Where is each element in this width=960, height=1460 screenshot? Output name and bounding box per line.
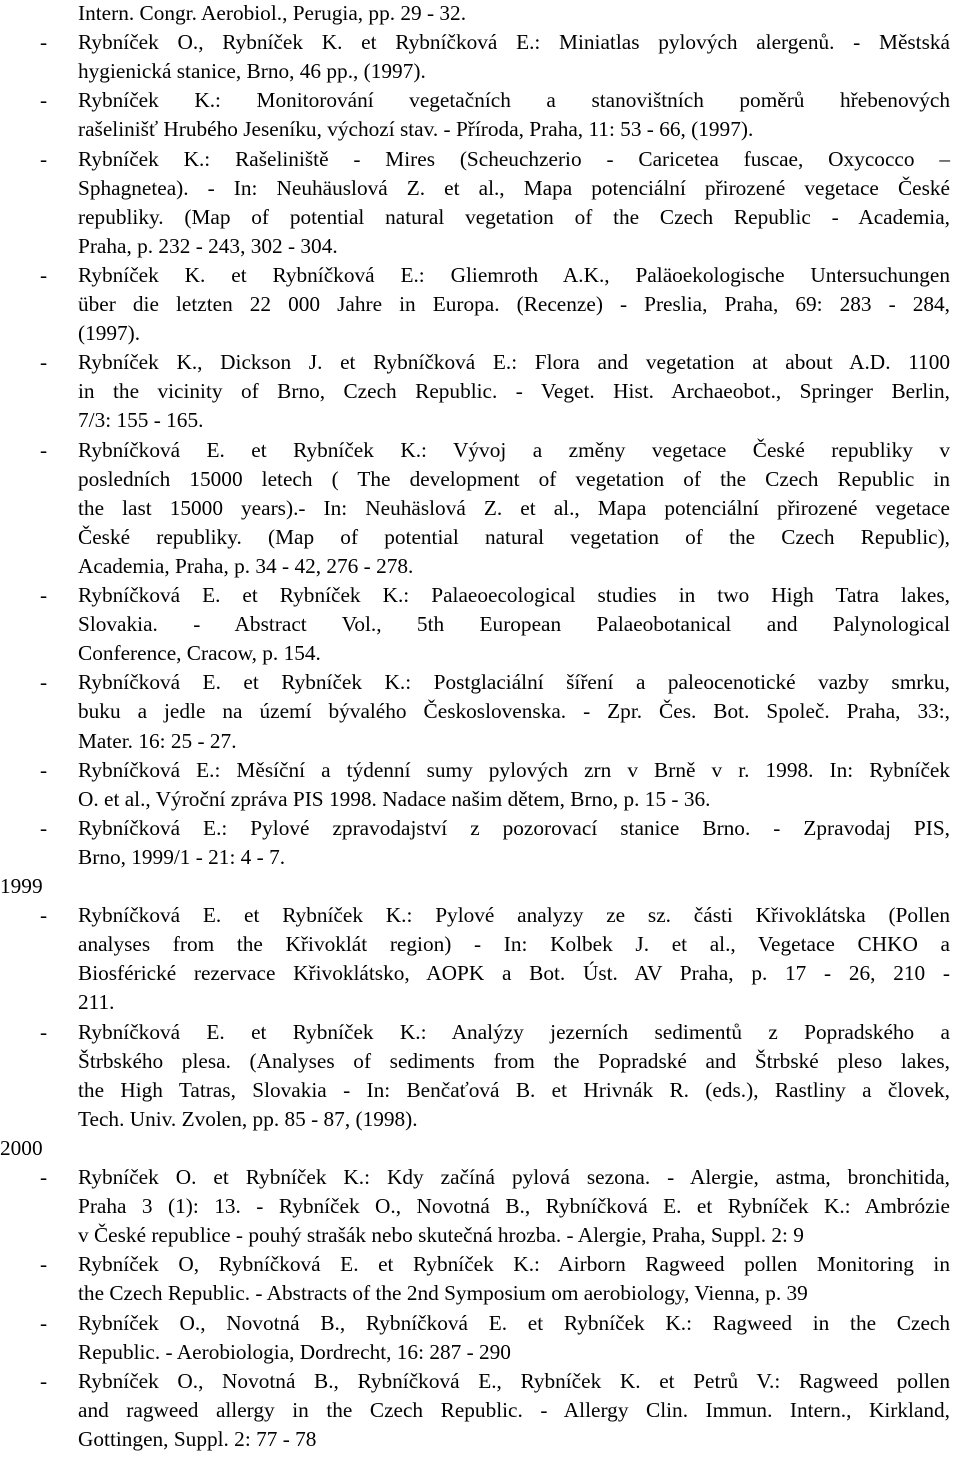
reference-text: Academia, Praha, p. 34 - 42, 276 - 278. (78, 553, 414, 578)
list-bullet: - (40, 350, 48, 375)
reference-text: Rybníček K. et Rybníčková E.: Gliemroth A.K., Paläoekologische Untersuchungen (78, 262, 950, 287)
reference-text: Rybníčková E. et Rybníček K.: Pylové analyzy ze sz. části Křivoklátska (Pollen (78, 903, 950, 928)
reference-text: in the vicinity of Brno, Czech Republic. - Veget. Hist. Archaeobot., Springer Berlin, (78, 379, 950, 404)
reference-text: Rybníčková E. et Rybníček K.: Palaeoecological studies in two High Tatra lakes, (78, 583, 950, 607)
reference-text: 7/3: 155 - 165. (78, 408, 204, 433)
reference-text: Štrbského plesa. (Analyses of sediments from the Popradské and Štrbské pleso lakes, (78, 1048, 950, 1073)
reference-text: analyses from the Křivoklát region) - In: Kolbek J. et al., Vegetace CHKO a (78, 932, 950, 957)
reference-text: Biosférické rezervace Křivoklátsko, AOPK a Bot. Úst. AV Praha, p. 17 - 26, 210 - (78, 961, 950, 986)
reference-text: Rybníčková E. et Rybníček K.: Postglaciální šíření a paleocenotické vazby smrku, (78, 670, 950, 695)
reference-text: Gottingen, Suppl. 2: 77 - 78 (78, 1426, 317, 1451)
reference-text: Tech. Univ. Zvolen, pp. 85 - 87, (1998). (78, 1106, 418, 1131)
list-bullet: - (40, 903, 48, 928)
reference-text: and ragweed allergy in the Czech Republic. - Allergy Clin. Immun. Intern., Kirkland, (78, 1397, 950, 1422)
reference-text: posledních 15000 letech ( The development of vegetation of the Czech Republic in (78, 466, 950, 491)
year-heading: 2000 (0, 1135, 43, 1160)
list-bullet: - (40, 1165, 48, 1189)
list-bullet: - (40, 1368, 48, 1393)
reference-text: Brno, 1999/1 - 21: 4 - 7. (78, 844, 286, 869)
list-bullet: - (40, 583, 48, 607)
reference-text: the High Tatras, Slovakia - In: Benčaťová B. et Hrivnák R. (eds.), Rastliny a človek, (78, 1077, 950, 1102)
reference-text: Conference, Cracow, p. 154. (78, 641, 321, 666)
reference-text: v České republice - pouhý strašák nebo skutečná hrozba. - Alergie, Praha, Suppl. 2: 9 (78, 1223, 804, 1248)
list-bullet: - (40, 757, 48, 782)
reference-text: Rybníčková E. et Rybníček K.: Vývoj a změny vegetace České republiky v (78, 437, 950, 462)
reference-text: Praha 3 (1): 13. - Rybníček O., Novotná B., Rybníčková E. et Rybníček K.: Ambrózie (78, 1194, 950, 1219)
reference-text: Republic. - Aerobiologia, Dordrecht, 16: 287 - 290 (78, 1339, 511, 1364)
reference-text: Rybníček O., Novotná B., Rybníčková E. et Rybníček K.: Ragweed in the Czech (78, 1310, 950, 1335)
year-heading: 1999 (0, 874, 43, 898)
reference-text: Rybníček K., Dickson J. et Rybníčková E.: Flora and vegetation at about A.D. 1100 (78, 350, 950, 375)
reference-text: Rybníček O., Novotná B., Rybníčková E., Rybníček K. et Petrů V.: Ragweed pollen (78, 1368, 950, 1393)
list-bullet: - (40, 88, 48, 113)
list-bullet: - (40, 815, 48, 840)
reference-text: Rybníčková E.: Pylové zpravodajství z pozorovací stanice Brno. - Zpravodaj PIS, (78, 815, 950, 840)
reference-text: Mater. 16: 25 - 27. (78, 728, 237, 753)
reference-text: über die letzten 22 000 Jahre in Europa. (Recenze) - Preslia, Praha, 69: 283 - 284, (78, 292, 950, 316)
reference-text: republiky. (Map of potential natural vegetation of the Czech Republic - Academia, (78, 204, 950, 229)
reference-text: buku a jedle na území bývalého Československa. - Zpr. Čes. Bot. Společ. Praha, 33:, (78, 699, 950, 724)
reference-text: rašelinišť Hrubého Jeseníku, výchozí stav. - Příroda, Praha, 11: 53 - 66, (1997). (78, 117, 754, 142)
list-bullet: - (40, 1252, 48, 1277)
list-bullet: - (40, 1019, 48, 1044)
reference-text: the Czech Republic. - Abstracts of the 2nd Symposium om aerobiology, Vienna, p. 39 (78, 1281, 808, 1306)
reference-text: Rybníčková E. et Rybníček K.: Analýzy jezerních sedimentů z Popradského a (78, 1019, 950, 1044)
reference-text: O. et al., Výroční zpráva PIS 1998. Nadace našim dětem, Brno, p. 15 - 36. (78, 786, 711, 811)
reference-text: Rybníčková E.: Měsíční a týdenní sumy pylových zrn v Brně v r. 1998. In: Rybníček (78, 757, 950, 782)
reference-text: hygienická stanice, Brno, 46 pp., (1997). (78, 59, 426, 84)
list-bullet: - (40, 437, 48, 462)
reference-text: Rybníček O. et Rybníček K.: Kdy začíná pylová sezona. - Alergie, astma, bronchitida, (78, 1165, 950, 1189)
reference-text: Slovakia. - Abstract Vol., 5th European Palaeobotanical and Palynological (78, 612, 950, 637)
reference-text: Rybníček O, Rybníčková E. et Rybníček K.: Airborn Ragweed pollen Monitoring in (78, 1252, 950, 1277)
reference-text: the last 15000 years).- In: Neuhäslová Z. et al., Mapa potenciální přirozené vegetace (78, 495, 950, 520)
list-bullet: - (40, 146, 48, 171)
reference-text: Rybníček K.: Monitorování vegetačních a stanovištních poměrů hřebenových (78, 88, 950, 113)
reference-text: Sphagnetea). - In: Neuhäuslová Z. et al., Mapa potenciální přirozené vegetace České (78, 175, 950, 200)
reference-text: Rybníček O., Rybníček K. et Rybníčková E.: Miniatlas pylových alergenů. - Městská (78, 30, 950, 55)
reference-text: Intern. Congr. Aerobiol., Perugia, pp. 29 - 32. (78, 1, 467, 25)
list-bullet: - (40, 262, 48, 287)
reference-text: 211. (78, 990, 115, 1015)
list-bullet: - (40, 1310, 48, 1335)
reference-text: Rybníček K.: Rašeliniště - Mires (Scheuchzerio - Caricetea fuscae, Oxycocco – (78, 146, 950, 171)
list-bullet: - (40, 30, 48, 55)
reference-text: Praha, p. 232 - 243, 302 - 304. (78, 233, 338, 258)
reference-text: České republiky. (Map of potential natural vegetation of the Czech Republic), (78, 524, 950, 549)
reference-text: (1997). (78, 321, 141, 346)
list-bullet: - (40, 670, 48, 695)
